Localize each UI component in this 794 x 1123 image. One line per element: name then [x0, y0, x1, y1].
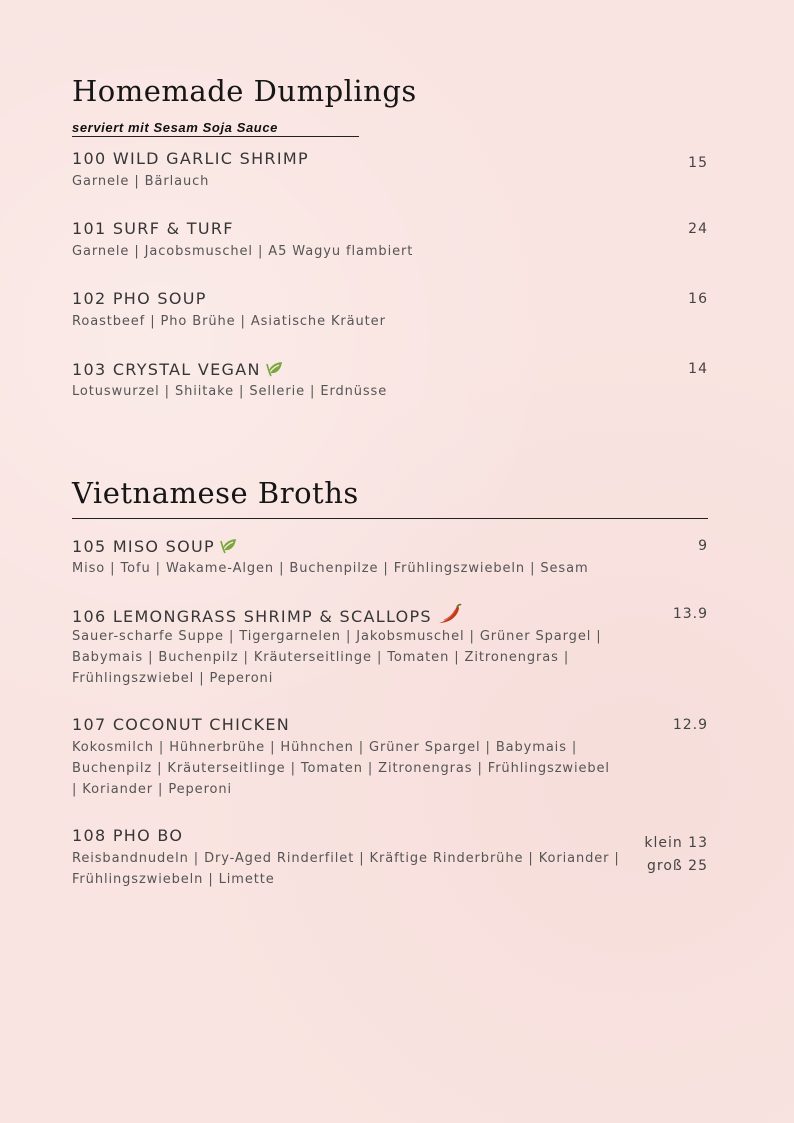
item-price: 16: [688, 291, 708, 307]
item-price: 13.9: [672, 606, 708, 622]
section-subtitle-dumplings: serviert mit Sesam Soja Sauce: [72, 120, 279, 135]
item-price: 14: [688, 361, 708, 377]
menu-item-106: [72, 603, 708, 689]
item-name: 102 PHO SOUP: [72, 289, 207, 308]
item-description: Reisbandnudeln | Dry-Aged Rinderfilet | Kräftige Rinderbrühe | Koriander | Frühlingszwiebeln | Limette: [72, 851, 620, 887]
item-name-row: [72, 603, 708, 625]
section-title-dumplings: Homemade Dumplings: [72, 74, 417, 108]
price-small: klein 13: [644, 835, 708, 851]
item-description: Miso | Tofu | Wakame-Algen | Buchenpilze | Frühlingszwiebeln | Sesam: [72, 561, 589, 576]
item-name-row: [72, 535, 708, 557]
section-divider: [72, 518, 708, 519]
item-price: 15: [688, 155, 708, 171]
menu-item-105: [72, 535, 708, 579]
item-name: 100 WILD GARLIC SHRIMP: [72, 149, 309, 168]
section-title-broths: Vietnamese Broths: [72, 476, 359, 510]
subtitle-underline: [72, 136, 359, 137]
item-name: 101 SURF & TURF: [72, 219, 234, 238]
item-price-group: [644, 832, 708, 878]
item-price: 24: [688, 221, 708, 237]
item-name: 106 LEMONGRASS SHRIMP & SCALLOPS: [72, 607, 432, 626]
item-name: 105 MISO SOUP: [72, 537, 215, 556]
item-description: Garnele | Bärlauch: [72, 174, 210, 189]
menu-item-103: [72, 358, 708, 402]
item-price: 9: [698, 538, 708, 554]
item-description: Roastbeef | Pho Brühe | Asiatische Kräuter: [72, 314, 386, 329]
menu-item-101: [72, 218, 708, 262]
menu-item-100: [72, 148, 708, 192]
item-description: Lotuswurzel | Shiitake | Sellerie | Erdnüsse: [72, 384, 388, 399]
item-price: 12.9: [672, 717, 708, 733]
item-name: 103 CRYSTAL VEGAN: [72, 360, 261, 379]
item-description: Kokosmilch | Hühnerbrühe | Hühnchen | Grüner Spargel | Babymais | Buchenpilz | Kräuterseitlinge | Tomaten | Zitronengras | Frühlingszwiebel | Koriander | Peperoni: [72, 740, 610, 797]
item-name: 107 COCONUT CHICKEN: [72, 715, 291, 734]
item-name: 108 PHO BO: [72, 826, 184, 845]
menu-item-107: [72, 714, 708, 800]
price-large: groß 25: [647, 858, 708, 874]
item-name-row: [72, 358, 708, 380]
item-description: Garnele | Jacobsmuschel | A5 Wagyu flambiert: [72, 244, 414, 259]
menu-item-108: [72, 825, 708, 890]
menu-item-102: [72, 288, 708, 332]
item-description: Sauer-scharfe Suppe | Tigergarnelen | Jakobsmuschel | Grüner Spargel | Babymais | Buchenpilz | Kräuterseitlinge | Tomaten | Zitronengras | Frühlingszwiebel | Peperoni: [72, 629, 602, 686]
